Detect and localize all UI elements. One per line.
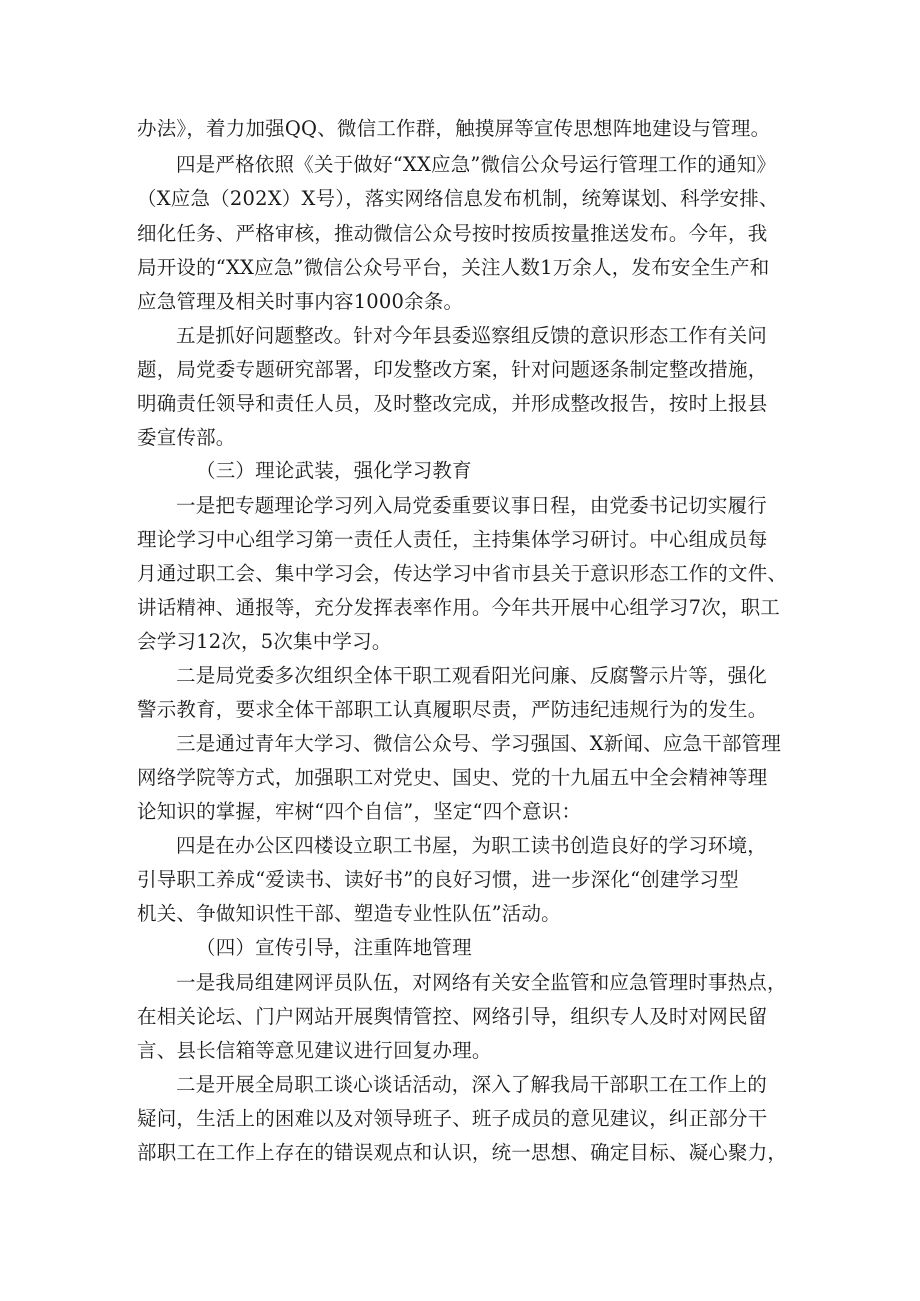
section-heading: （三）理论武装，强化学习教育 bbox=[196, 459, 472, 482]
paragraph-line: 讲话精神、通报等，充分发挥表率作用。今年共开展中心组学习7次，职工 bbox=[137, 596, 781, 619]
paragraph-line: （X应急（202X）X号），落实网络信息发布机制，统筹谋划、科学安排、 bbox=[137, 187, 779, 210]
paragraph-line: 网络学院等方式，加强职工对党史、国史、党的十九届五中全会精神等理 bbox=[137, 766, 768, 789]
paragraph-line: 办法》，着力加强QQ、微信工作群，触摸屏等宣传思想阵地建设与管理。 bbox=[137, 117, 771, 140]
paragraph-line: 一是把专题理论学习列入局党委重要议事日程，由党委书记切实履行 bbox=[176, 494, 768, 517]
paragraph-line: 委宣传部。 bbox=[137, 426, 236, 449]
section-heading: （四）宣传引导，注重阵地管理 bbox=[196, 936, 472, 959]
paragraph-line: 明确责任领导和责任人员，及时整改完成，并形成整改报告，按时上报县 bbox=[137, 392, 768, 415]
paragraph-line: 疑问，生活上的困难以及对领导班子、班子成员的意见建议，纠正部分干 bbox=[137, 1107, 768, 1130]
paragraph-line: 三是通过青年大学习、微信公众号、学习强国、X新闻、应急干部管理 bbox=[176, 732, 782, 755]
paragraph-line: 警示教育，要求全体干部职工认真履职尽责，严防违纪违规行为的发生。 bbox=[137, 698, 768, 721]
paragraph-line: 部职工在工作上存在的错误观点和认识，统一思想、确定目标、凝心聚力， bbox=[137, 1141, 788, 1164]
paragraph-line: 四是严格依照《关于做好“XX应急”微信公众号运行管理工作的通知》 bbox=[176, 153, 777, 176]
paragraph-line: 机关、争做知识性干部、塑造专业性队伍”活动。 bbox=[137, 902, 561, 925]
paragraph-line: 一是我局组建网评员队伍，对网络有关安全监管和应急管理时事热点， bbox=[176, 971, 787, 994]
paragraph-line: 四是在办公区四楼设立职工书屋，为职工读书创造良好的学习环境， bbox=[176, 834, 768, 857]
paragraph-line: 局开设的“XX应急”微信公众号平台，关注人数1万余人，发布安全生产和 bbox=[137, 256, 770, 279]
paragraph-line: 在相关论坛、门户网站开展舆情管控、网络引导，组织专人及时对网民留 bbox=[137, 1005, 768, 1028]
paragraph-line: 引导职工养成“爱读书、读好书”的良好习惯，进一步深化“创建学习型 bbox=[137, 868, 739, 891]
paragraph-line: 应急管理及相关时事内容1000余条。 bbox=[137, 290, 464, 313]
paragraph-line: 理论学习中心组学习第一责任人责任，主持集体学习研讨。中心组成员每 bbox=[137, 528, 768, 551]
paragraph-line: 题，局党委专题研究部署，印发整改方案，针对问题逐条制定整改措施， bbox=[137, 358, 768, 381]
paragraph-line: 二是开展全局职工谈心谈话活动，深入了解我局干部职工在工作上的 bbox=[176, 1073, 768, 1096]
paragraph-line: 细化任务、严格审核，推动微信公众号按时按质按量推送发布。今年，我 bbox=[137, 222, 768, 245]
paragraph-line: 会学习12次，5次集中学习。 bbox=[137, 630, 392, 653]
paragraph-line: 言、县长信箱等意见建议进行回复办理。 bbox=[137, 1039, 492, 1062]
paragraph-line: 五是抓好问题整改。针对今年县委巡察组反馈的意识形态工作有关问 bbox=[176, 324, 768, 347]
paragraph-line: 论知识的掌握，牢树“四个自信”，坚定“四个意识： bbox=[137, 800, 582, 823]
paragraph-line: 月通过职工会、集中学习会，传达学习中省市县关于意识形态工作的文件、 bbox=[137, 562, 788, 585]
paragraph-line: 二是局党委多次组织全体干职工观看阳光问廉、反腐警示片等，强化 bbox=[176, 664, 768, 687]
